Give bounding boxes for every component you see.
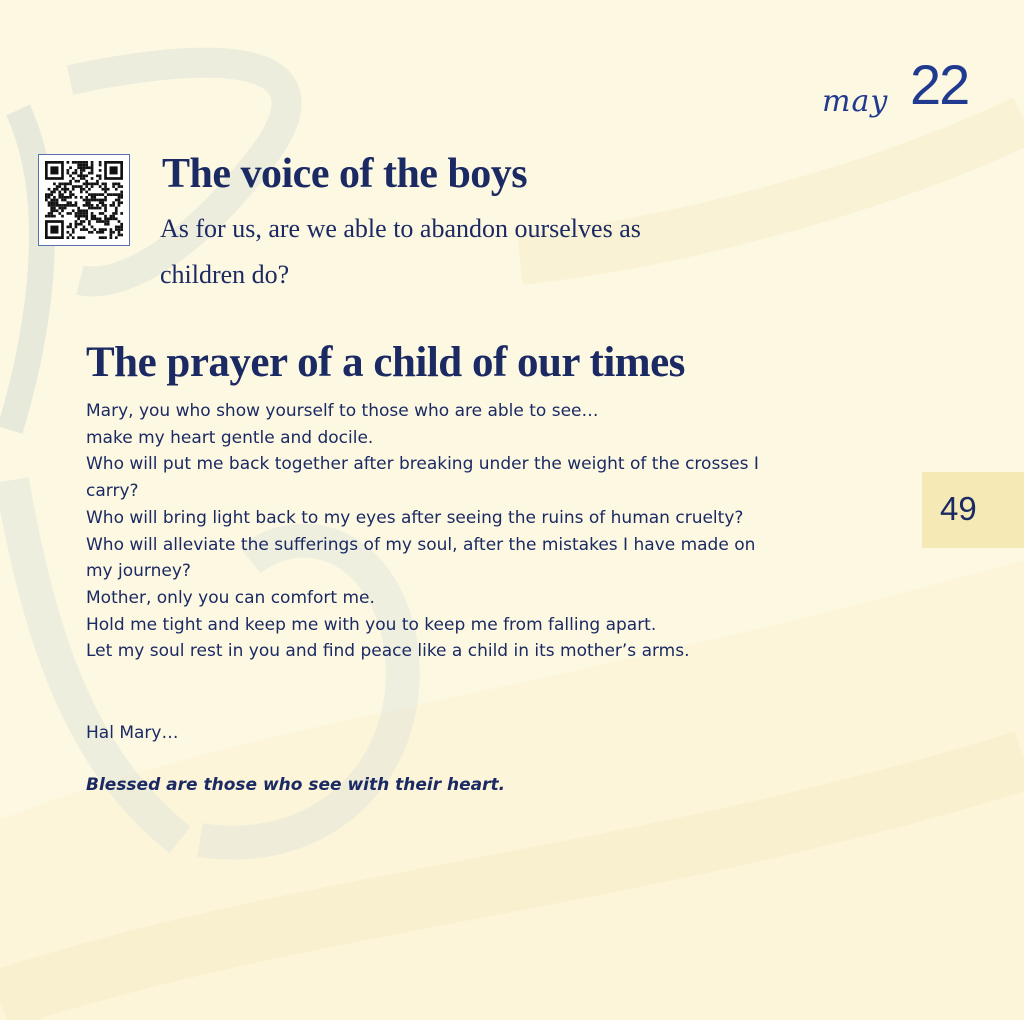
beatitude-text: Blessed are those who see with their heart.	[86, 775, 506, 795]
prayer-line: Who will alleviate the sufferings of my soul, after the mistakes I have made on my journey?	[86, 534, 756, 582]
date-month: may	[822, 84, 889, 119]
prayer-line: Who will bring light back to my eyes after seeing the ruins of human cruelty?	[86, 507, 744, 528]
qr-code-icon[interactable]	[38, 154, 130, 246]
page-number-tab	[922, 472, 1024, 548]
prayer-line: Mary, you who show yourself to those who are able to see…	[86, 401, 599, 421]
section-title-voice: The voice of the boys	[162, 151, 528, 197]
prayer-line: Let my soul rest in you and find peace like a child in its mother’s arms.	[86, 641, 690, 662]
prayer-closing: Hal Mary…	[86, 723, 179, 743]
section-subtitle-voice: As for us, are we able to abandon ourselves as children do?	[160, 214, 641, 289]
date-day: 22	[910, 53, 969, 116]
section-title-prayer: The prayer of a child of our times	[86, 339, 685, 386]
prayer-line: Who will put me back together after breaking under the weight of the crosses I carry?	[86, 454, 759, 502]
date-label	[822, 52, 992, 132]
prayer-line: make my heart gentle and docile.	[86, 427, 374, 448]
prayer-line: Hold me tight and keep me with you to keep me from falling apart.	[86, 614, 657, 635]
page-number: 49	[940, 490, 977, 527]
prayer-line: Mother, only you can comfort me.	[86, 587, 375, 608]
qr-code-graphic	[45, 161, 123, 239]
prayer-text	[86, 398, 786, 665]
